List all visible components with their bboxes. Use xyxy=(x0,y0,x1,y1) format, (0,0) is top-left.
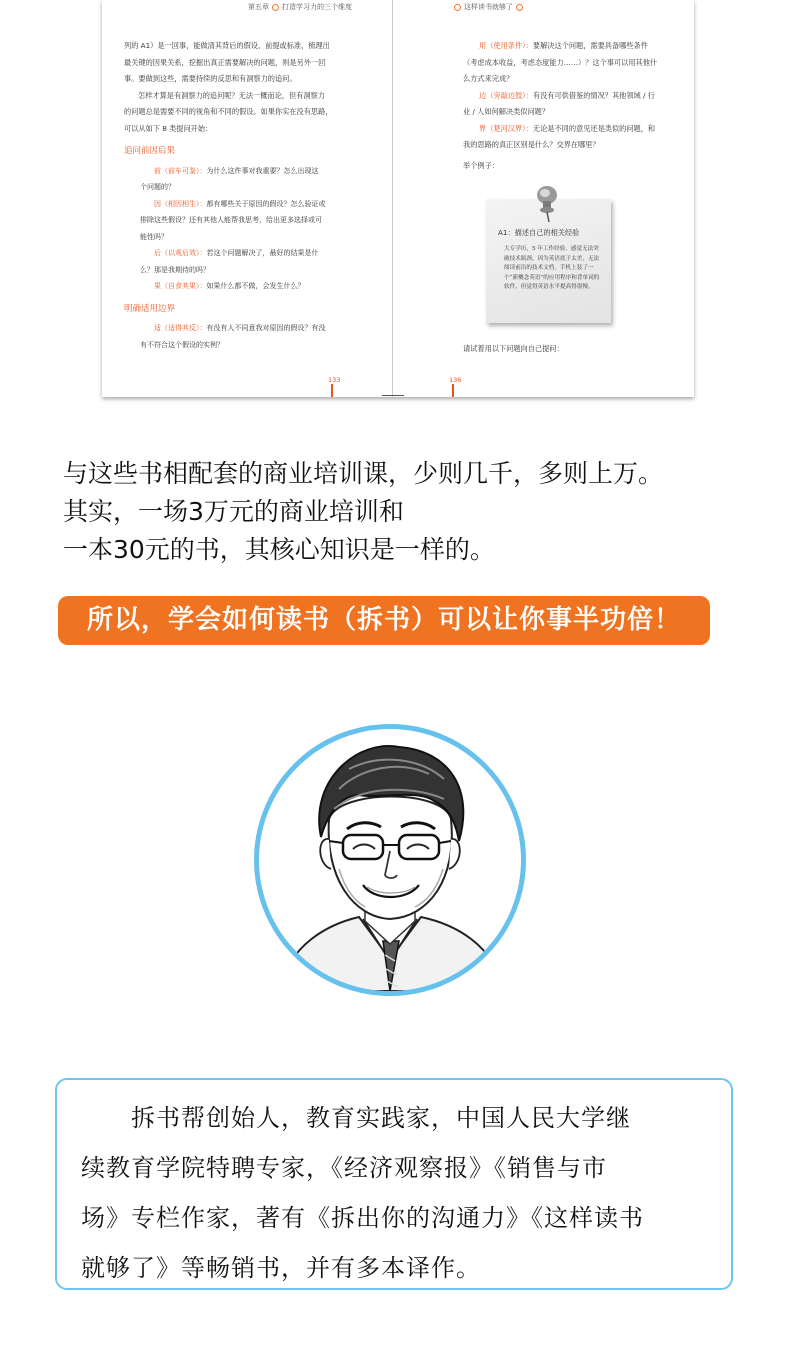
right-page-number: 136 xyxy=(449,376,462,384)
question-line: 排除这些假设？还有其他人能帮我思考，给出更多选择或可 xyxy=(140,216,322,224)
section-heading: 追问前因后果 xyxy=(124,146,176,156)
intro-line: 与这些书相配套的商业培训课，少则几千，多则上万。 xyxy=(63,459,664,488)
closing-line: 请试着用以下问题向自己提问： xyxy=(463,344,564,353)
example-line: 举个例子： xyxy=(463,160,499,170)
bio-line: 拆书帮创始人，教育实践家，中国人民大学继 xyxy=(131,1104,631,1132)
intro-line: 其实，一场3万元的商业培训和 xyxy=(63,497,404,526)
page-marker xyxy=(331,384,333,397)
question-line: 边（旁敲边鼓）：有没有可供借鉴的情况？其他领域 / 行 xyxy=(479,90,655,100)
intro-text xyxy=(63,455,743,569)
question-line: 么？那是我期待的吗？ xyxy=(140,265,210,274)
question-line: 个问题的？ xyxy=(140,183,175,191)
paragraph-line: 列的 A1）是一回事，能做清其背后的假设、前提或标准，梳理出 xyxy=(124,41,330,50)
left-running-header: 第五章 打造学习力的三个维度 xyxy=(248,3,352,11)
paragraph-line: 怎样才算是有洞察力的追问呢？无法一概而论，但有洞察力 xyxy=(138,90,325,100)
book-left-page xyxy=(102,0,393,397)
right-running-header: 这样读书就够了 xyxy=(451,2,526,12)
note-title: A1：描述自己的相关经验 xyxy=(498,228,580,237)
question-line: 界（楚河汉界）：无论是不同的意见还是类似的问题，和 xyxy=(479,123,656,133)
question-line: 能性吗？ xyxy=(140,232,168,241)
page-marker xyxy=(452,384,454,397)
question-line: 果（自食其果）：如果什么都不做，会发生什么？ xyxy=(154,282,305,290)
header-dot-icon xyxy=(272,4,279,11)
author-portrait xyxy=(254,724,526,996)
question-line: 因（相因相生）：都有哪些关于原因的假设？怎么验证或 xyxy=(154,199,326,208)
question-line: 用（使用条件）：要解决这个问题，需要具备哪些条件 xyxy=(479,41,648,50)
question-line: （考虑成本收益，考虑态度能力……）？这个事可以用其他什 xyxy=(463,57,658,67)
question-list-2 xyxy=(124,320,376,353)
pushpin-icon xyxy=(534,183,560,223)
bio-line: 就够了》等畅销书，并有多本译作。 xyxy=(81,1254,481,1282)
paragraph-line: 的问题总是需要不同的视角和不同的假设。如果你实在没有思路， xyxy=(124,107,333,116)
highlight-banner: 所以，学会如何读书（拆书）可以让你事半功倍！ xyxy=(58,596,710,645)
gutter-divider xyxy=(382,395,404,396)
question-list-1 xyxy=(124,163,376,295)
right-page-body xyxy=(447,38,687,174)
author-sketch-portrait-icon xyxy=(259,729,521,991)
question-line: 前（前车可鉴）：为什么这件事对我重要？怎么出现这 xyxy=(154,166,319,175)
question-line: 适（适得其反）：有没有人不同意我对原因的假设？有没 xyxy=(154,324,326,332)
question-line: 业 / 人如何解决类似问题？ xyxy=(463,107,550,116)
paragraph-line: 最关键的因果关系，挖掘出真正需要解决的问题，则是另外一回 xyxy=(124,57,326,67)
note-body: 大专学历，5 年工作经验，感觉无法突破技术瓶颈，因为英语底子太差，无法阅读前沿的技术文档。手机上装了一个“新概念英语”的应用程序和背单词的软件，但觉得英语水平提高得很慢。 xyxy=(504,246,600,290)
section-heading: 明确适用边界 xyxy=(124,303,176,314)
question-line: 后（以观后效）：若这个问题解决了，最好的结果是什 xyxy=(154,249,319,257)
header-dot-icon xyxy=(454,4,461,11)
paragraph-line: 事。要做到这些，需要持续的反思和有洞察力的追问。 xyxy=(124,74,297,83)
left-page-body xyxy=(124,38,376,353)
left-page-number: 133 xyxy=(328,376,341,384)
intro-line: 一本30元的书，其核心知识是一样的。 xyxy=(63,535,495,564)
author-bio-box xyxy=(55,1078,733,1290)
question-line: 我的思路的真正区别是什么？交界在哪里？ xyxy=(463,140,600,149)
paragraph-line: 可以从如下 8 类提问开始： xyxy=(124,123,213,133)
question-line: 有不符合这个假设的实例？ xyxy=(140,340,224,349)
bio-line: 续教育学院特聘专家，《经济观察报》《销售与市 xyxy=(81,1154,607,1182)
header-dot-icon xyxy=(516,4,523,11)
bio-line: 场》专栏作家，著有《拆出你的沟通力》《这样读书 xyxy=(81,1204,644,1232)
author-bio-text xyxy=(81,1093,721,1293)
question-line: 么方式来完成？ xyxy=(463,74,514,83)
